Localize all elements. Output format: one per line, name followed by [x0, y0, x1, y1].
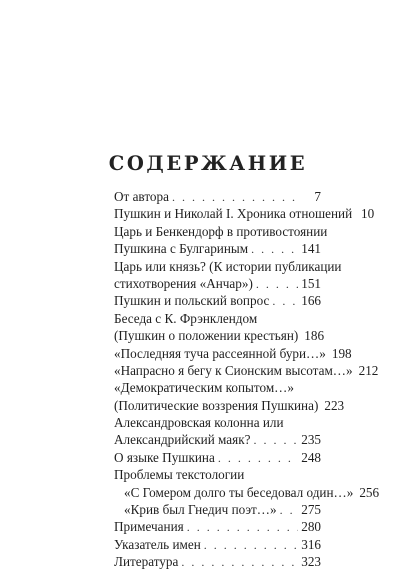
toc-entry	[114, 414, 321, 449]
toc-page-number: 235	[301, 432, 321, 448]
toc-entry-title: «Демократическим копытом…»	[114, 380, 294, 396]
toc-entry-title: «Напрасно я бегу к Сионским высотам…»	[114, 362, 353, 378]
toc-page-number: 186	[304, 328, 325, 344]
toc-entry-title: стихотворения «Анчар»)	[114, 275, 253, 291]
toc-entry-title: (Пушкин о положении крестьян)	[114, 328, 299, 344]
dot-leader	[181, 554, 298, 571]
toc-entry-title: О языке Пушкина	[114, 449, 215, 465]
toc-page-number: 256	[359, 484, 380, 500]
toc-page-number: 323	[301, 554, 321, 570]
toc-entry-title: «Крив был Гнедич поэт…»	[124, 502, 277, 518]
dot-leader	[272, 293, 298, 310]
toc-page-number: 198	[331, 345, 352, 361]
toc-entry	[114, 362, 379, 379]
toc-page-number: 141	[301, 241, 321, 257]
dot-leader	[251, 241, 298, 258]
toc-entry	[114, 536, 321, 553]
toc-page-number: 212	[358, 362, 379, 378]
toc-entry	[114, 553, 321, 570]
contents-heading: СОДЕРЖАНИЕ	[108, 152, 308, 175]
toc-entry-title: «Последняя туча рассеянной бури…»	[114, 345, 326, 361]
dot-leader	[187, 519, 299, 536]
toc-entry-title: Александровская колонна или	[114, 415, 284, 431]
toc-page-number: 7	[314, 189, 321, 204]
dot-leader	[218, 450, 298, 467]
toc-entry	[114, 223, 328, 258]
toc-entry	[114, 292, 321, 309]
toc-entry	[114, 205, 375, 222]
toc-page-number: 248	[301, 449, 321, 465]
toc-entry-title: Литература	[114, 554, 179, 570]
toc-entry-title: Беседа с К. Фрэнклендом	[114, 310, 258, 326]
toc-entry	[114, 379, 345, 414]
toc-entry	[114, 188, 321, 205]
toc-page-number: 275	[301, 502, 321, 518]
toc-entry	[114, 258, 342, 293]
toc-entry-title: Александрийский маяк?	[114, 432, 251, 448]
dot-leader	[256, 276, 298, 293]
toc-entry	[114, 449, 321, 466]
toc-entry-title: Указатель имен	[114, 536, 201, 552]
table-of-contents	[114, 188, 380, 571]
toc-page-number: 151	[301, 275, 321, 291]
dot-leader	[254, 432, 299, 449]
toc-page-number: 223	[324, 397, 345, 413]
toc-entry	[114, 518, 321, 535]
toc-entry-title: От автора	[114, 189, 169, 204]
toc-entry-title: «С Гомером долго ты беседовал один…»	[124, 484, 354, 500]
toc-entry-title: Царь и Бенкендорф в противостоянии	[114, 223, 328, 239]
dot-leader	[280, 502, 299, 519]
dot-leader	[172, 189, 302, 206]
toc-entry-title: Царь или князь? (К истории публикации	[114, 258, 342, 274]
toc-entry-title: Пушкин и Николай I. Хроника отношений	[114, 206, 353, 222]
toc-entry	[114, 310, 325, 345]
toc-entry-title: Пушкин и польский вопрос	[114, 293, 270, 309]
toc-page-number: 166	[301, 293, 321, 309]
toc-entry	[114, 501, 321, 518]
toc-entry	[114, 484, 380, 501]
toc-entry-title: Пушкина с Булгариным	[114, 241, 249, 257]
toc-entry	[114, 466, 321, 483]
toc-page-number: 316	[301, 536, 321, 552]
toc-entry-title: Примечания	[114, 519, 184, 535]
toc-entry-title: Проблемы текстологии	[114, 467, 245, 483]
toc-page-number: 10	[360, 206, 375, 222]
dot-leader	[204, 537, 298, 554]
toc-entry	[114, 345, 352, 362]
toc-entry-title: (Политические воззрения Пушкина)	[114, 397, 319, 413]
toc-page-number: 280	[301, 519, 321, 535]
